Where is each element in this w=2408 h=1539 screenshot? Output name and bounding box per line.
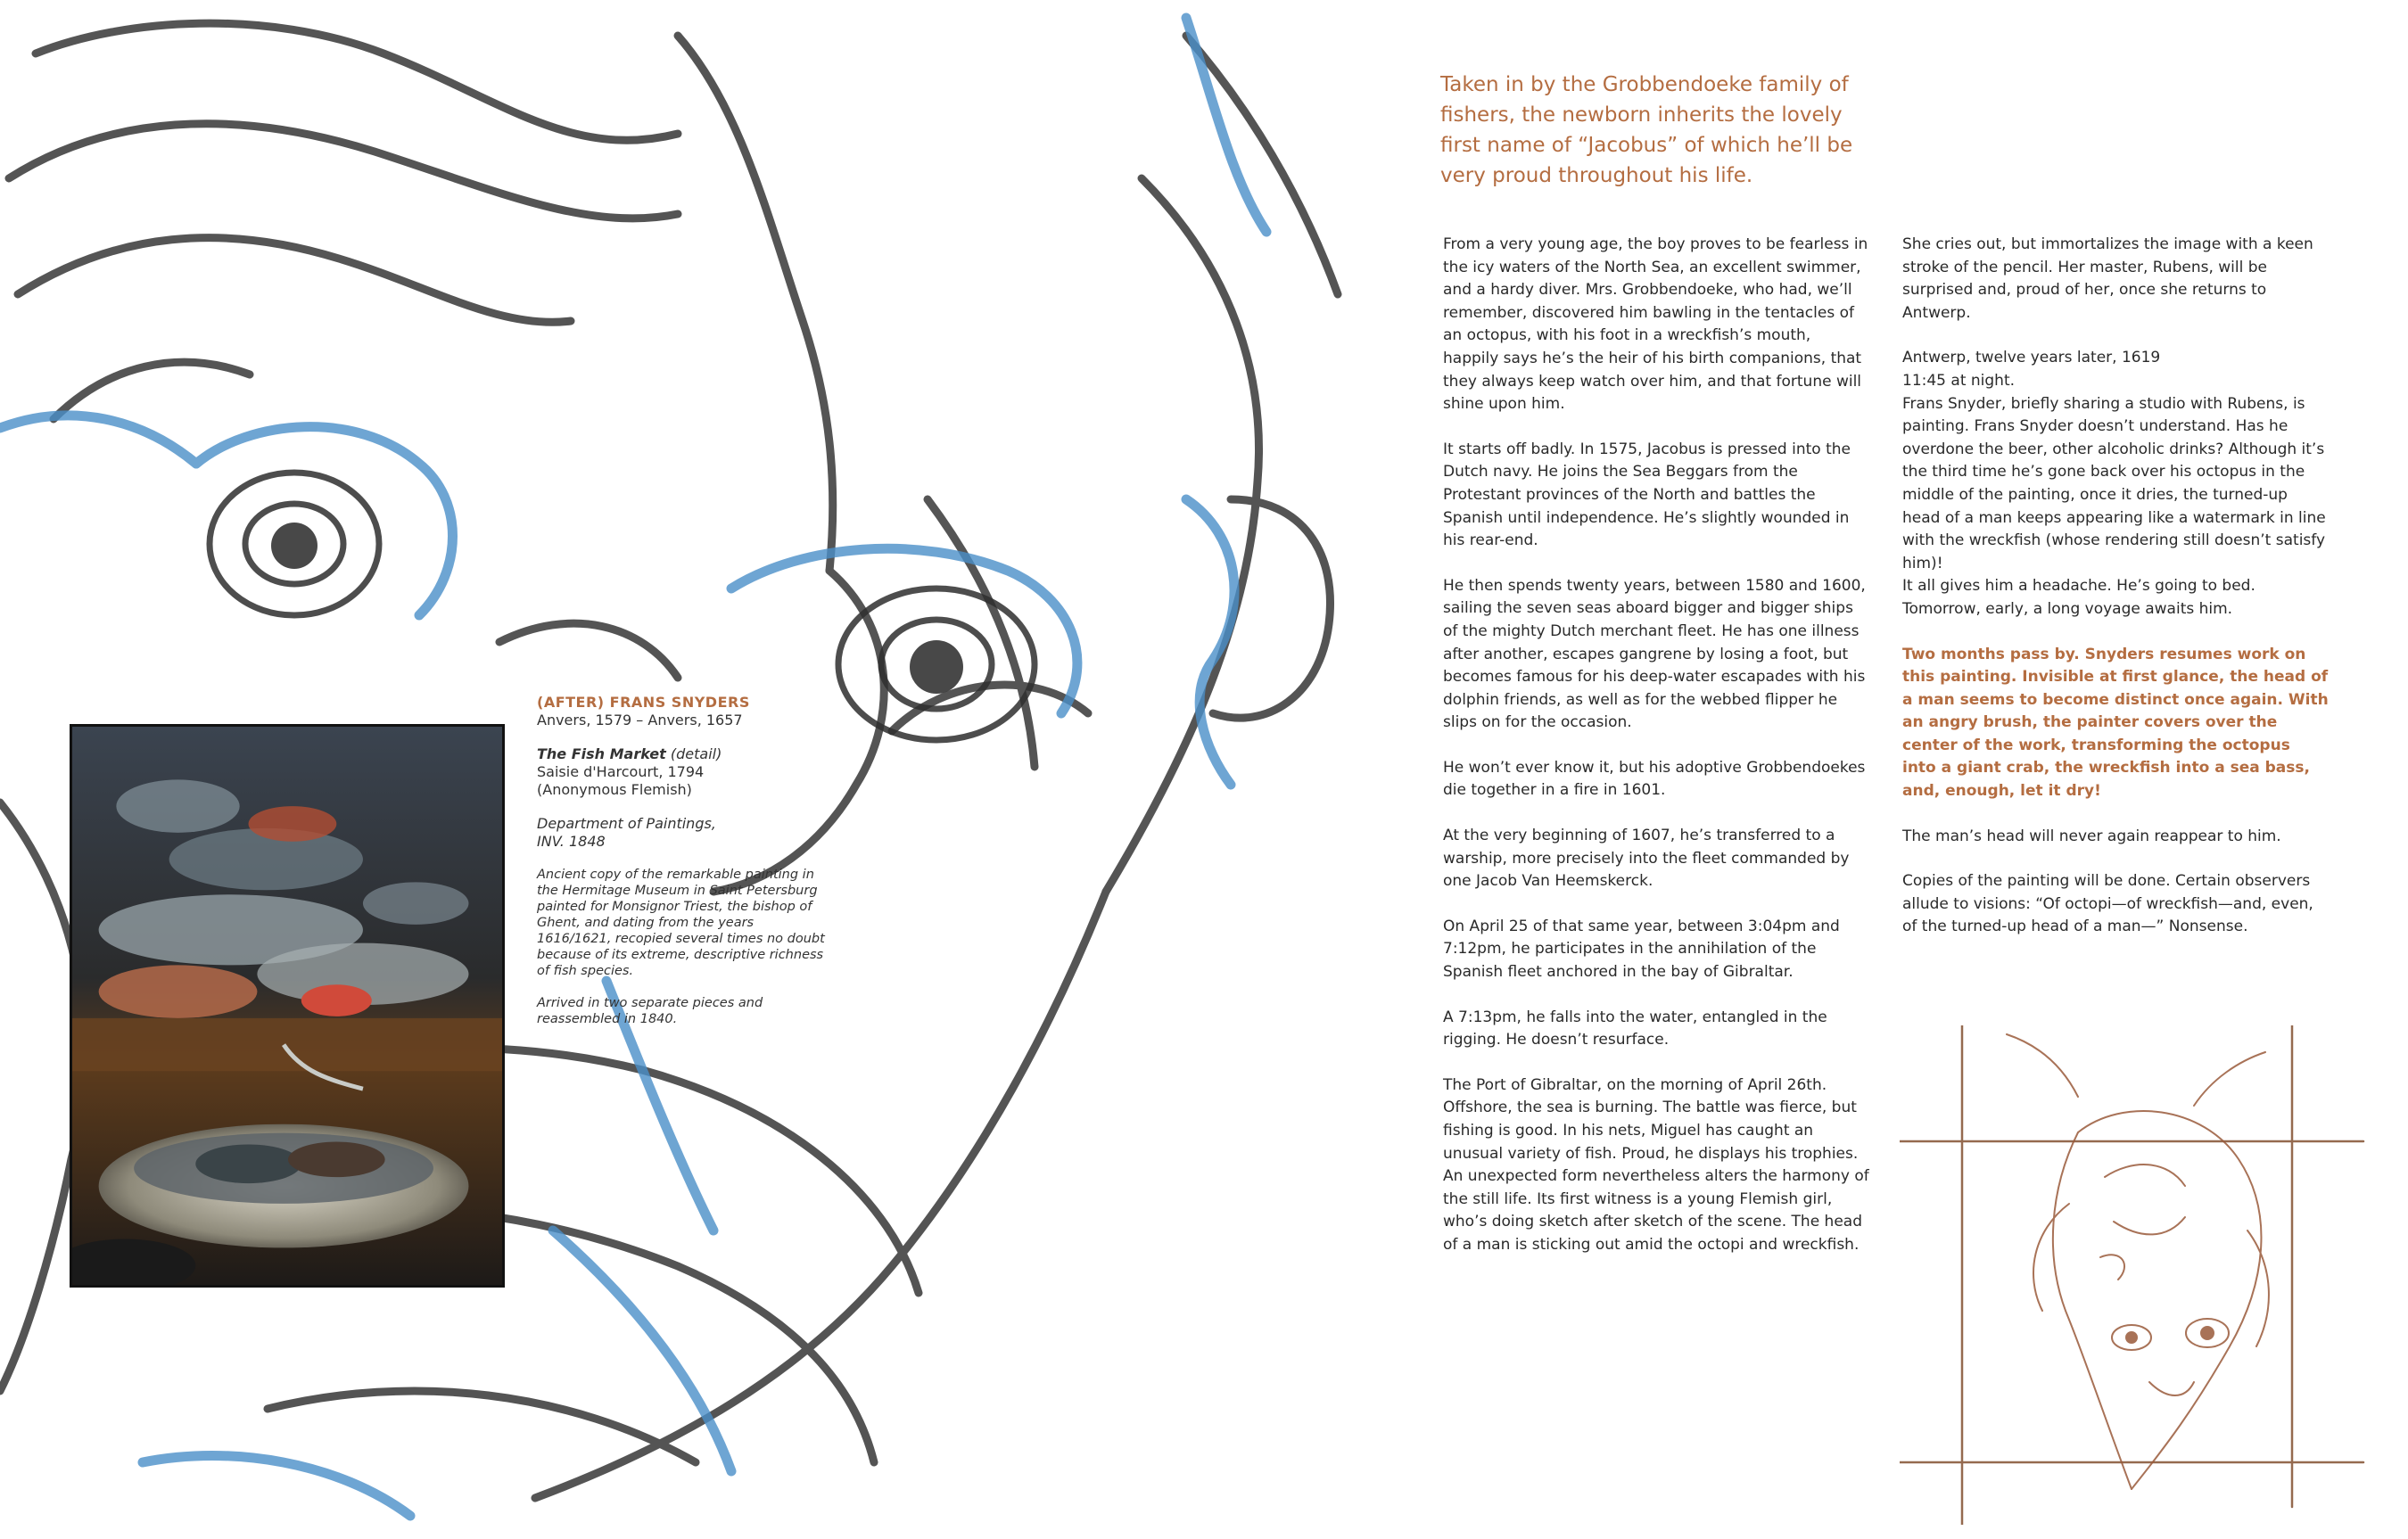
painting-reproduction <box>70 724 505 1288</box>
paragraph: The man’s head will never again reappear to him. <box>1902 827 2281 845</box>
lede-paragraph: Taken in by the Grobbendoeke family of fishers, the newborn inherits the lovely first name of “Jacobus” of which he’ll be very proud throughout his life. <box>1440 73 1853 187</box>
paragraph: He then spends twenty years, between 1580 and 1600, sailing the seven seas aboard bigger and bigger ships of the mighty Dutch merchant fleet. He has one illness after another, escapes gangrene by losing a foot, but becomes famous for his deep-water escapades with his dolphin friends, as well as for the webbed flipper he slips on for the occasion. <box>1443 576 1866 732</box>
paragraph: Antwerp, twelve years later, 1619 11:45 at night. Frans Snyder, briefly sharing a studio with Rubens, is painting. Frans Snyder doesn’t understand. Has he overdone the beer, other alcoholic drinks? Although it’s the third time he’s gone back over his octopus in the middle of the painting, once it dries, the turned-up head of a man keeps appearing like a watermark in line with the wreckfish (whose rendering still doesn’t satisfy him)! It all gives him a headache. He’s going to bed. Tomorrow, early, a long voyage awaits him. <box>1902 349 2326 618</box>
paragraph: At the very beginning of 1607, he’s transferred to a warship, more precisely into the fleet commanded by one Jacob Van Heemskerck. <box>1443 827 1850 891</box>
sepia-head-sketch <box>1900 1025 2381 1525</box>
inventory-number: INV. 1848 <box>537 833 606 850</box>
work-title-line <box>537 745 831 763</box>
paragraph: She cries out, but immortalizes the image with a keen stroke of the pencil. Her master, Rubens, will be surprised and, proud of her, once she returns to Antwerp. <box>1902 235 2313 322</box>
body-column-2 <box>1902 234 2329 961</box>
work-title: The Fish Market <box>537 745 666 762</box>
provenance-line-2: (Anonymous Flemish) <box>537 781 692 798</box>
department: Department of Paintings, <box>537 815 716 832</box>
artist-name: (AFTER) FRANS SNYDERS <box>537 694 750 711</box>
painting-caption <box>537 694 831 1027</box>
artist-dates: Anvers, 1579 – Anvers, 1657 <box>537 712 743 728</box>
paragraph: On April 25 of that same year, between 3:04pm and 7:12pm, he participates in the annihilation of the Spanish fleet anchored in the bay of Gibraltar. <box>1443 917 1840 982</box>
paragraph: The Port of Gibraltar, on the morning of April 26th. Offshore, the sea is burning. The battle was fierce, but fishing is good. In his nets, Miguel has caught an unusual variety of fish. Proud, he displays his trophies. An unexpected form nevertheless alters the harmony of the still life. Its first witness is a young Flemish girl, who’s doing sketch after sketch of the scene. The head of a man is sticking out amid the octopi and wreckfish. <box>1443 1075 1869 1254</box>
provenance-line-1: Saisie d'Harcourt, 1794 <box>537 763 705 780</box>
body-column-1 <box>1443 234 1869 1280</box>
paragraph: From a very young age, the boy proves to be fearless in the icy waters of the North Sea, an excellent swimmer, and a hardy diver. Mrs. Grobbendoeke, who had, we’ll remember, discovered him bawling in the tentacles of an octopus, with his foot in a wreckfish’s mouth, happily says he’s the heir of his birth companions, that they always keep watch over him, and that fortune will shine upon him. <box>1443 235 1868 414</box>
paragraph: It starts off badly. In 1575, Jacobus is pressed into the Dutch navy. He joins the Sea Beggars from the Protestant provinces of the North and battles the Spanish until independence. He’s slightly wounded in his rear-end. <box>1443 440 1851 550</box>
paragraph: He won’t ever know it, but his adoptive Grobbendoekes die together in a fire in 1601. <box>1443 758 1866 800</box>
caption-note: Ancient copy of the remarkable painting in the Hermitage Museum in Saint Petersburg painted for Monsignor Triest, the bishop of Ghent, and dating from the years 1616/1621, recopied several times no doubt because of its extreme, descriptive richness of fish species. <box>537 868 825 978</box>
caption-note-2: Arrived in two separate pieces and reassembled in 1840. <box>537 996 763 1026</box>
paragraph: A 7:13pm, he falls into the water, entangled in the rigging. He doesn’t resurface. <box>1443 1008 1827 1049</box>
highlighted-paragraph: Two months pass by. Snyders resumes work on this painting. Invisible at first glance, the head of a man seems to become distinct once again. With an angry brush, the painter covers over the center of the work, transforming the octopus into a giant crab, the wreckfish into a sea bass, and, enough, let it dry! <box>1902 645 2329 801</box>
paragraph: Copies of the painting will be done. Certain observers allude to visions: “Of octopi—of wreckfish—and, even, of the turned-up head of a man—” Nonsense. <box>1902 872 2313 936</box>
work-title-suffix: (detail) <box>665 745 722 762</box>
